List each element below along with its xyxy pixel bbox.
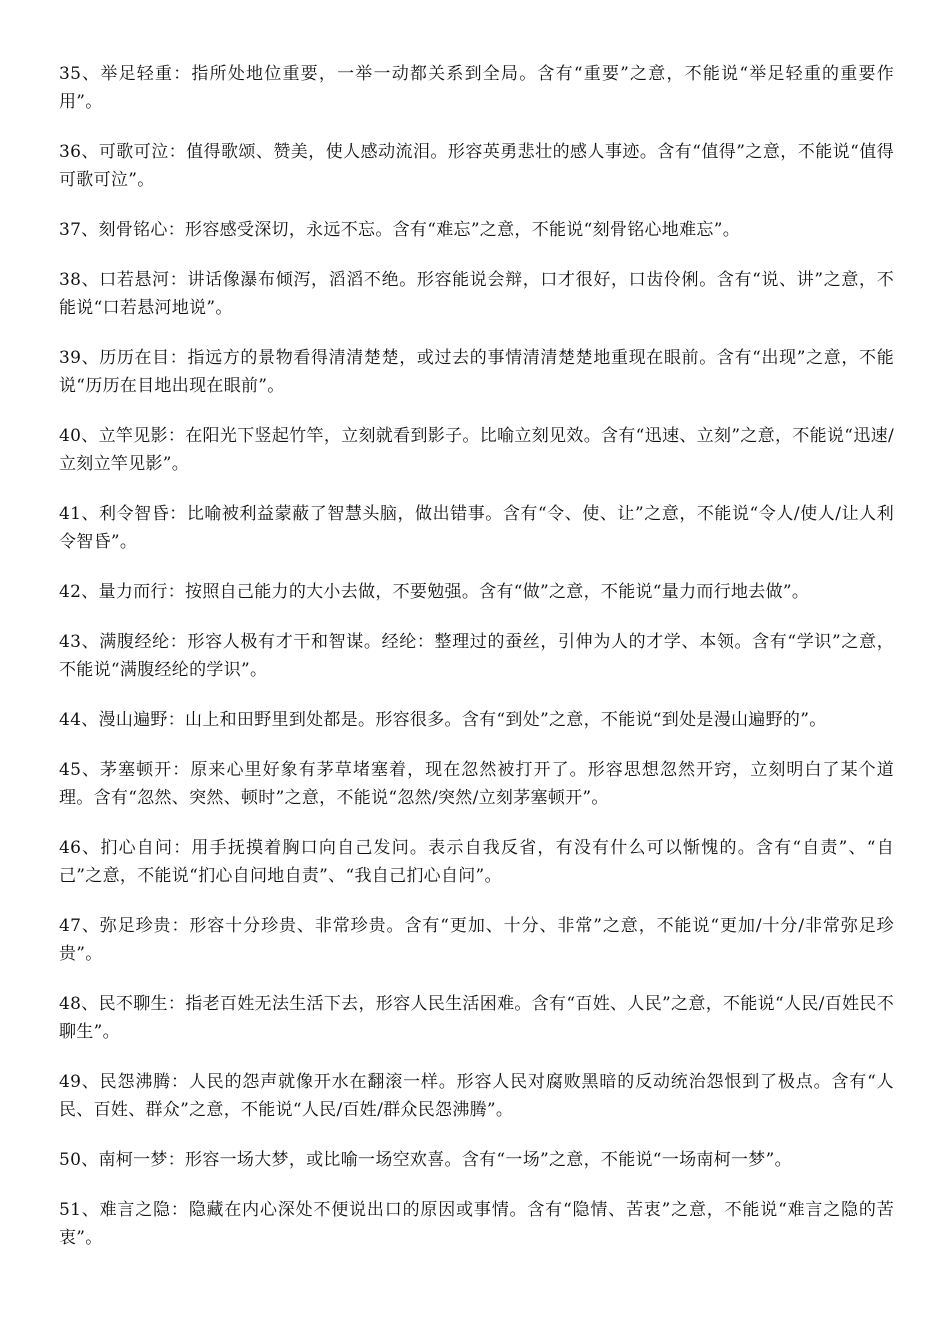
- idiom-entry-list: [59, 60, 894, 1274]
- idiom-entry-45: 45、茅塞顿开：原来心里好象有茅草堵塞着，现在忽然被打开了。形容思想忽然开窍，立刻明白了某个道理。含有“忽然、突然、顿时”之意，不能说“忽然/突然/立刻茅塞顿开”。: [59, 760, 894, 808]
- idiom-entry-41: 41、利令智昏：比喻被利益蒙蔽了智慧头脑，做出错事。含有“令、使、让”之意，不能说“令人/使人/让人利令智昏”。: [59, 504, 894, 552]
- idiom-entry-37: 37、刻骨铭心：形容感受深切，永远不忘。含有“难忘”之意，不能说“刻骨铭心地难忘”。: [59, 220, 740, 240]
- idiom-entry-42: 42、量力而行：按照自己能力的大小去做，不要勉强。含有“做”之意，不能说“量力而行地去做”。: [59, 582, 810, 602]
- idiom-entry-47: 47、弥足珍贵：形容十分珍贵、非常珍贵。含有“更加、十分、非常”之意，不能说“更加/十分/非常弥足珍贵”。: [59, 916, 894, 964]
- idiom-entry-38: 38、口若悬河：讲话像瀑布倾泻，滔滔不绝。形容能说会辩，口才很好，口齿伶俐。含有“说、讲”之意，不能说“口若悬河地说”。: [59, 270, 894, 318]
- idiom-entry-36: 36、可歌可泣：值得歌颂、赞美，使人感动流泪。形容英勇悲壮的感人事迹。含有“值得”之意，不能说“值得可歌可泣”。: [59, 142, 894, 190]
- idiom-entry-43: 43、满腹经纶：形容人极有才干和智谋。经纶：整理过的蚕丝，引伸为人的才学、本领。含有“学识”之意，不能说“满腹经纶的学识”。: [59, 632, 894, 680]
- idiom-entry-39: 39、历历在目：指远方的景物看得清清楚楚，或过去的事情清清楚楚地重现在眼前。含有“出现”之意，不能说“历历在目地出现在眼前”。: [59, 348, 894, 396]
- idiom-entry-48: 48、民不聊生：指老百姓无法生活下去，形容人民生活困难。含有“百姓、人民”之意，不能说“人民/百姓民不聊生”。: [59, 994, 894, 1042]
- idiom-entry-44: 44、漫山遍野：山上和田野里到处都是。形容很多。含有“到处”之意，不能说“到处是漫山遍野的”。: [59, 710, 827, 730]
- idiom-entry-50: 50、南柯一梦：形容一场大梦，或比喻一场空欢喜。含有“一场”之意，不能说“一场南柯一梦”。: [59, 1150, 792, 1170]
- idiom-entry-40: 40、立竿见影：在阳光下竖起竹竿，立刻就看到影子。比喻立刻见效。含有“迅速、立刻”之意，不能说“迅速/立刻立竿见影”。: [59, 426, 894, 474]
- idiom-entry-46: 46、扪心自问：用手抚摸着胸口向自己发问。表示自我反省，有没有什么可以惭愧的。含有“自责”、“自己”之意，不能说“扪心自问地自责”、“我自己扪心自问”。: [59, 838, 894, 886]
- idiom-entry-51: 51、难言之隐：隐藏在内心深处不便说出口的原因或事情。含有“隐情、苦衷”之意，不能说“难言之隐的苦衷”。: [59, 1200, 894, 1248]
- idiom-entry-49: 49、民怨沸腾：人民的怨声就像开水在翻滚一样。形容人民对腐败黑暗的反动统治怨恨到了极点。含有“人民、百姓、群众”之意，不能说“人民/百姓/群众民怨沸腾”。: [59, 1072, 894, 1120]
- idiom-entry-35: 35、举足轻重：指所处地位重要，一举一动都关系到全局。含有“重要”之意，不能说“举足轻重的重要作用”。: [59, 64, 894, 112]
